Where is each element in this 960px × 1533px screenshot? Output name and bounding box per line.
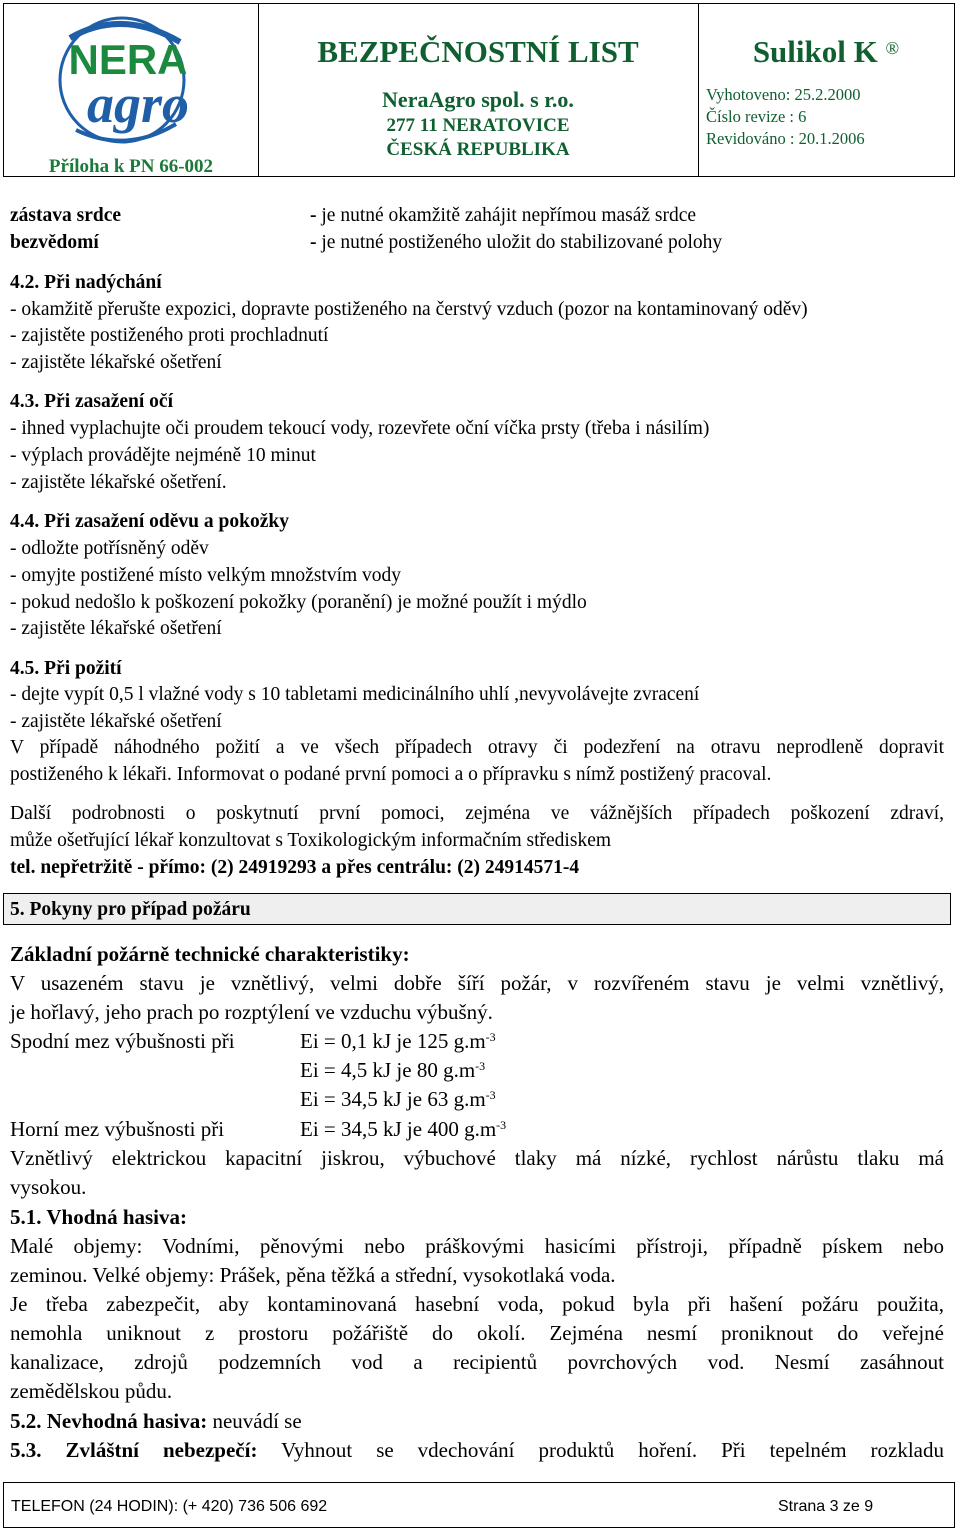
s42-line-3: - zajistěte lékařské ošetření <box>10 352 222 373</box>
header-logo-cell <box>4 4 259 176</box>
s44-line-3: - pokud nedošlo k poškození pokožky (poranění) je možné použít i mýdlo <box>10 592 587 613</box>
page-number: Strana 3 ze 9 <box>778 1498 874 1515</box>
s44-line-4: - zajistěte lékařské ošetření <box>10 618 222 639</box>
s44-line-1: - odložte potřísněný oděv <box>10 538 209 559</box>
lower-limit-value-2: Ei = 4,5 kJ je 80 $g.m^{-3}$ <box>300 1058 486 1082</box>
logo-text-nera: NERA <box>68 36 188 83</box>
info-line-1: Další podrobnosti o poskytnutí první pomoci, zejména ve vážnějších případech poškození zdraví, <box>10 803 944 824</box>
s42-line-1: - okamžitě přerušte expozici, dopravte postiženého na čerstvý vzduch (pozor na kontaminovaný oděv) <box>10 299 808 320</box>
header-product-cell <box>698 4 954 176</box>
section-4-2-heading: 4.2. Při nadýchání <box>10 272 162 293</box>
section-5-2-line: 5.2. Nevhodná hasiva: neuvádí se <box>10 1409 302 1433</box>
s44-line-2: - omyjte postižené místo velkým množstvím vody <box>10 565 402 586</box>
s43-line-1: - ihned vyplachujte oči proudem tekoucí vody, rozevřete oční víčka prsty (třeba i násilím) <box>10 418 710 439</box>
section-5-3-line: 5.3. Zvláštní nebezpečí: Vyhnout se vdechování produktů hoření. Při tepelném rozkladu <box>10 1438 945 1462</box>
fire-line-1: V usazeném stavu je vznětlivý, velmi dobře šíří požár, v rozvířeném stavu je velmi vznětlivý, <box>10 971 944 995</box>
section-4-3-heading: 4.3. Při zasažení očí <box>10 391 173 412</box>
created-date: Vyhotoveno: 25.2.2000 <box>706 85 861 104</box>
revised-date: Revidováno : 20.1.2006 <box>706 129 865 148</box>
s45-line-4: postiženého k lékaři. Informovat o podané první pomoci a o přípravku s nímž postižený pracoval. <box>10 764 772 785</box>
company-address-line1: 277 11 NERATOVICE <box>386 115 570 136</box>
s43-line-2: - výplach provádějte nejméně 10 minut <box>10 445 316 466</box>
section-4-5-heading: 4.5. Při požití <box>10 658 122 679</box>
upper-limit-row <box>10 1116 507 1142</box>
unconscious-row <box>10 230 723 256</box>
document-footer <box>3 1482 955 1528</box>
section-5-title: 5. Pokyny pro případ požáru <box>10 899 251 920</box>
emergency-phone: TELEFON (24 HODIN): (+ 420) 736 506 692 <box>11 1498 328 1515</box>
header-title-cell <box>258 4 699 176</box>
product-name <box>698 34 954 70</box>
lower-limit-value-1: Ei = 0,1 kJ je 125 $g.m^{-3}$ <box>300 1029 496 1053</box>
s43-line-3: - zajistěte lékařské ošetření. <box>10 472 227 493</box>
s45-line-2: - zajistěte lékařské ošetření <box>10 711 222 732</box>
annex-label: Příloha k PN 66-002 <box>48 156 214 177</box>
nera-agro-logo-icon <box>30 14 234 154</box>
lower-limit-label: Spodní mez výbušnosti při <box>10 1029 235 1053</box>
s42-line-2: - zajistěte postiženého proti prochladnutí <box>10 325 329 346</box>
s51-line-1: Malé objemy: Vodními, pěnovými nebo práškovými hasicími přístroji, případně pískem nebo <box>10 1234 944 1258</box>
unconscious-label: bezvědomí <box>10 232 99 253</box>
lower-limit-row-1 <box>10 1028 496 1054</box>
upper-limit-value: Ei = 34,5 kJ je 400 $g.m^{-3}$ <box>300 1117 507 1141</box>
s51-line-3: Je třeba zabezpečit, aby kontaminovaná hasební voda, pokud byla při hašení požáru použita, <box>10 1292 944 1316</box>
product-name-text: Sulikol K <box>752 34 878 69</box>
section-5-box <box>3 893 951 925</box>
lower-limit-value-3: Ei = 34,5 kJ je 63 $g.m^{-3}$ <box>300 1087 496 1111</box>
fire-line-4: vysokou. <box>10 1175 87 1199</box>
s51-line-6: zemědělskou půdu. <box>10 1379 173 1403</box>
logo-text-agro: agro <box>86 74 190 134</box>
fire-line-2: je hořlavý, jeho prach po rozptýlení ve vzduchu výbušný. <box>10 1000 493 1024</box>
fire-characteristics-heading: Základní požárně technické charakteristiky: <box>10 942 410 966</box>
s51-line-2: zeminou. Velké objemy: Prášek, pěna těžká a střední, vysokotlaká voda. <box>10 1263 616 1287</box>
revision-number: Číslo revize : 6 <box>706 107 807 126</box>
s45-line-1: - dejte vypít 0,5 l vlažné vody s 10 tabletami medicinálního uhlí ,nevyvolávejte zvracení <box>10 684 700 705</box>
s45-line-3: V případě náhodného požití a ve všech případech otravy či podezření na otravu neprodleně dopravit <box>10 737 944 758</box>
section-4-4-heading: 4.4. Při zasažení oděvu a pokožky <box>10 511 289 532</box>
section-5-1-heading: 5.1. Vhodná hasiva: <box>10 1205 188 1229</box>
cardiac-arrest-row <box>10 203 697 229</box>
info-line-2: může ošetřující lékař konzultovat s Toxikologickým informačním střediskem <box>10 830 612 851</box>
document-title: BEZPEČNOSTNÍ LIST <box>317 34 639 69</box>
info-phone-line: tel. nepřetržitě - přímo: (2) 24919293 a přes centrálu: (2) 24914571-4 <box>10 857 580 878</box>
fire-line-3: Vznětlivý elektrickou kapacitní jiskrou, výbuchové tlaky má nízké, rychlost nárůstu tlaku má <box>10 1146 944 1170</box>
company-name: NeraAgro spol. s r.o. <box>382 87 574 112</box>
registered-mark: ® <box>885 38 900 58</box>
unconscious-text: - je nutné postiženého uložit do stabilizované polohy <box>310 232 723 253</box>
cardiac-arrest-label: zástava srdce <box>10 205 122 226</box>
company-address-line2: ČESKÁ REPUBLIKA <box>386 139 570 160</box>
cardiac-arrest-text: - je nutné okamžitě zahájit nepřímou masáž srdce <box>310 205 697 226</box>
s51-line-4: nemohla uniknout z prostoru požářiště do okolí. Zejména nesmí proniknout do veřejné <box>10 1321 944 1345</box>
s51-line-5: kanalizace, zdrojů podzemních vod a recipientů povrchových vod. Nesmí zasáhnout <box>10 1350 944 1374</box>
document-header <box>3 3 955 177</box>
upper-limit-label: Horní mez výbušnosti při <box>10 1117 225 1141</box>
